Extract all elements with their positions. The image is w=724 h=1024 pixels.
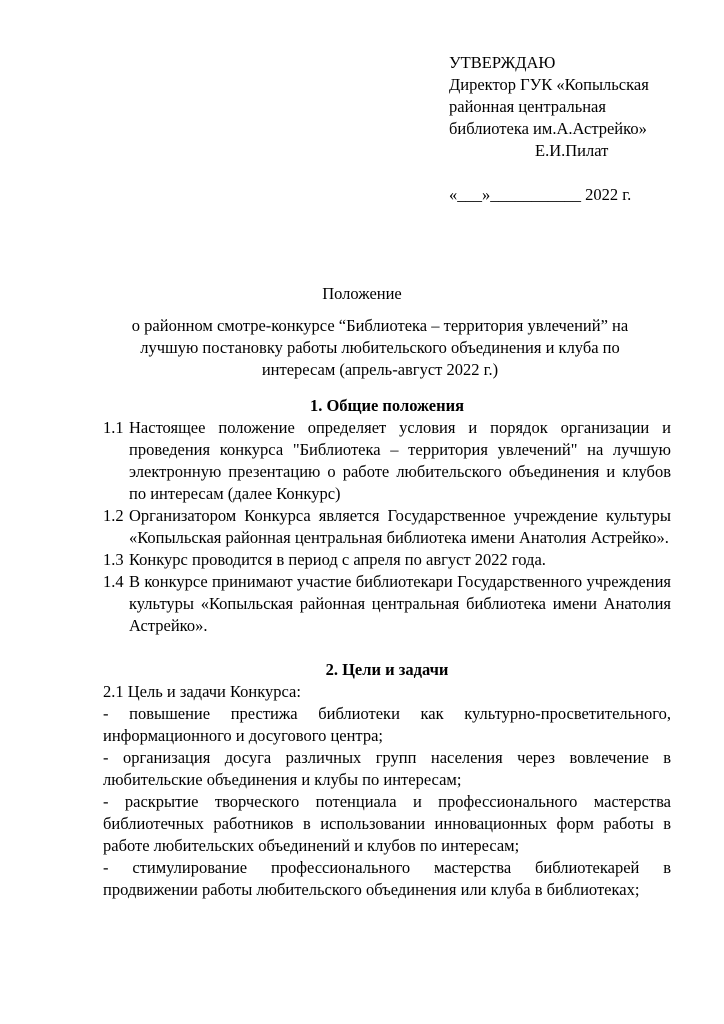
list-item: - стимулирование профессионального мастерства библиотекарей в продвижении работы любительского объединения или клуба в библиотеках; [103, 858, 671, 899]
approval-heading: УТВЕРЖДАЮ [449, 53, 556, 72]
item-text: Организатором Конкурса является Государственное учреждение культуры «Копыльская районная центральная библиотека имени Анатолия Астрейко». [129, 506, 671, 547]
document-subtitle [110, 315, 650, 381]
item-number: 1.3 [103, 550, 124, 569]
item-text: Конкурс проводится в период с апреля по август 2022 года. [129, 550, 546, 569]
list-item: - повышение престижа библиотеки как культурно-просветительного, информационного и досугового центра; [103, 704, 671, 745]
list-item: - организация досуга различных групп населения через вовлечение в любительские объединения и клубы по интересам; [103, 748, 671, 789]
document-body [103, 395, 671, 901]
list-item [103, 417, 671, 505]
list-item [103, 571, 671, 637]
approval-signature: Е.И.Пилат [535, 141, 609, 160]
item-number: 1.1 [103, 418, 124, 437]
approval-position-line3: библиотека им.А.Астрейко» [449, 119, 647, 138]
approval-position-line1: Директор ГУК «Копыльская [449, 75, 649, 94]
list-item [103, 505, 671, 549]
approval-position-line2: районная центральная [449, 97, 606, 116]
subtitle-line: интересам (апрель-август 2022 г.) [261, 360, 499, 379]
list-item [103, 549, 671, 571]
subtitle-line: о районном смотре-конкурсе “Библиотека – территория увлечений” на [131, 316, 629, 335]
item-text: В конкурсе принимают участие библиотекари Государственного учреждения культуры «Копыльская районная центральная библиотека имени Анатолия Астрейко». [129, 572, 671, 635]
approval-date: «___»___________ 2022 г. [449, 185, 632, 204]
section1-heading: 1. Общие положения [309, 396, 465, 415]
list-item: - раскрытие творческого потенциала и профессионального мастерства библиотечных работников в использовании инновационных форм работы в работе любительских объединений и клубов по интересам; [103, 792, 671, 855]
section2-heading: 2. Цели и задачи [325, 660, 449, 679]
approval-block [449, 52, 709, 206]
item-number: 1.4 [103, 572, 124, 591]
section2-intro: 2.1 Цель и задачи Конкурса: [103, 682, 301, 701]
document-title: Положение [322, 284, 402, 303]
subtitle-line: лучшую постановку работы любительского объединения и клуба по [140, 338, 620, 357]
item-text: Настоящее положение определяет условия и порядок организации и проведения конкурса "Библиотека – территория увлечений" на лучшую электронную презентацию о работе любительского объединения и клубов по интересам (далее Конкурс) [129, 418, 671, 503]
item-number: 1.2 [103, 506, 124, 525]
